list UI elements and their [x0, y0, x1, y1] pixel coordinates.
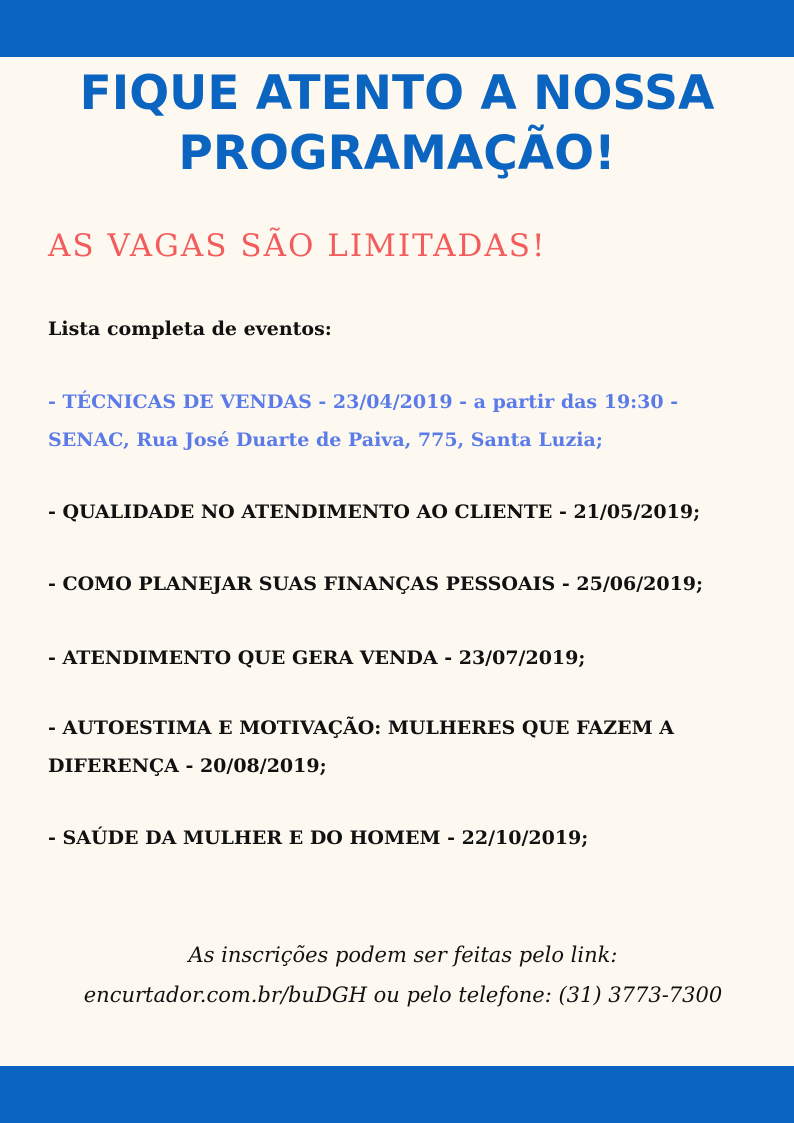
registration-link-line[interactable]: encurtador.com.br/buDGH ou pelo telefone: (31) 3773-7300 — [83, 983, 723, 1007]
registration-info — [0, 935, 794, 1015]
top-banner-bar — [0, 0, 794, 57]
event-item-financas: - COMO PLANEJAR SUAS FINANÇAS PESSOAIS - 25/06/2019; — [48, 573, 704, 595]
limited-spots-notice: AS VAGAS SÃO LIMITADAS! — [48, 228, 547, 264]
registration-line-1: As inscrições podem ser feitas pelo link: — [188, 943, 618, 967]
event-item-autoestima: - AUTOESTIMA E MOTIVAÇÃO: MULHERES QUE FAZEM A DIFERENÇA - 20/08/2019; — [48, 717, 674, 777]
bottom-banner-bar — [0, 1066, 794, 1123]
event-item-vendas: - TÉCNICAS DE VENDAS - 23/04/2019 - a partir das 19:30 - SENAC, Rua José Duarte de Paiva, 775, Santa Luzia; — [48, 391, 679, 451]
page-title — [0, 64, 794, 184]
event-item-saude: - SAÚDE DA MULHER E DO HOMEM - 22/10/2019; — [48, 827, 589, 849]
event-list-title: Lista completa de eventos: — [48, 318, 332, 340]
event-item-qualidade: - QUALIDADE NO ATENDIMENTO AO CLIENTE - 21/05/2019; — [48, 501, 701, 523]
title-line-1: FIQUE ATENTO A NOSSA — [79, 66, 715, 121]
event-item-atendimento: - ATENDIMENTO QUE GERA VENDA - 23/07/2019; — [48, 647, 586, 669]
title-line-2: PROGRAMAÇÃO! — [178, 126, 616, 181]
